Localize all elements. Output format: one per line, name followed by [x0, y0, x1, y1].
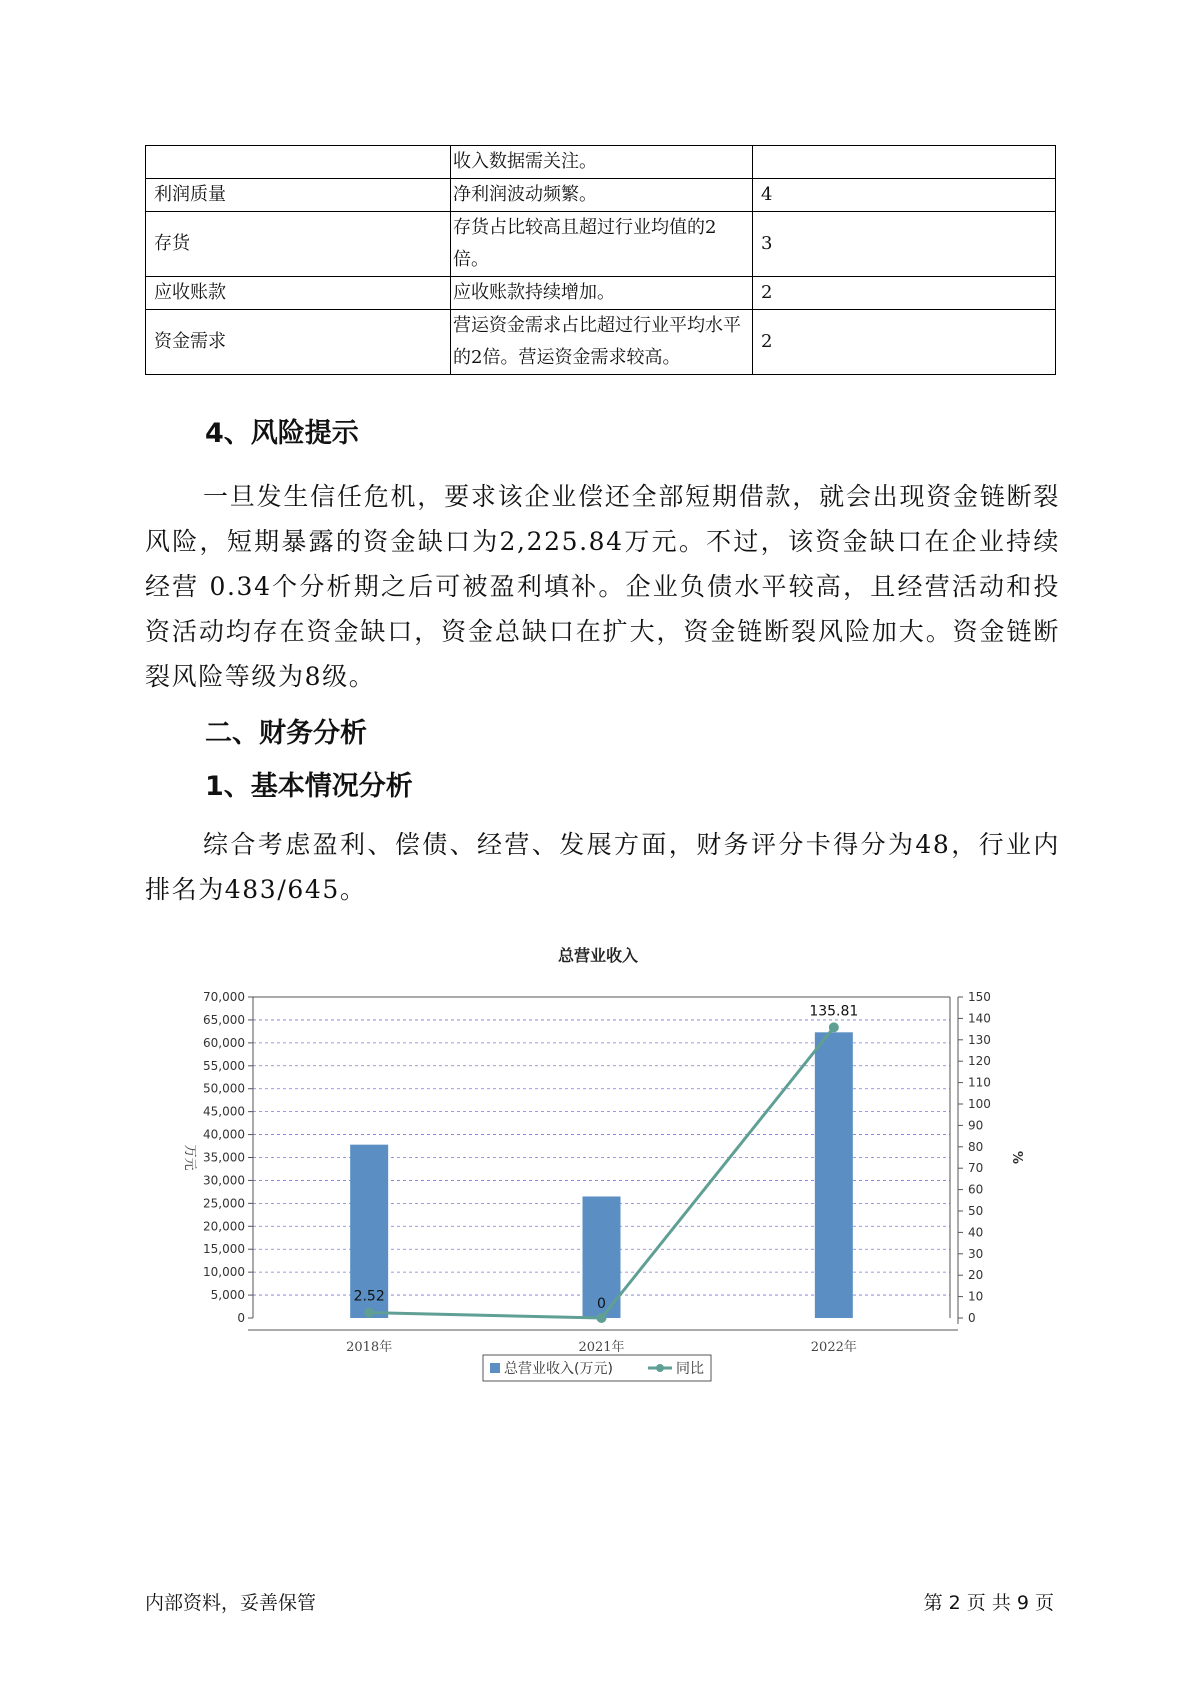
y-tick-label: 10,000 [203, 1265, 245, 1280]
table-cell-item: 应收账款 [146, 277, 451, 310]
table-row [146, 310, 1056, 375]
y-tick-label: 70,000 [203, 990, 245, 1004]
revenue-chart [170, 935, 1050, 1400]
table-cell-level [753, 146, 1056, 179]
y-tick-label: 50,000 [203, 1081, 245, 1096]
legend-bar-label: 总营业收入(万元) [504, 1361, 613, 1377]
table-cell-desc: 应收账款持续增加。 [451, 277, 753, 310]
table-cell-level: 2 [753, 310, 1056, 375]
table-row [146, 146, 1056, 179]
risk-paragraph: 一旦发生信任危机，要求该企业偿还全部短期借款，就会出现资金链断裂风险，短期暴露的资金缺口为2,225.84万元。不过，该资金缺口在企业持续经营 0.34个分析期之后可被盈利填补。企业负债水平较高，且经营活动和投资活动均存在资金缺口，资金总缺口在扩大，资金链断裂风险加大。资金链断裂风险等级为8级。 [145, 482, 1060, 691]
table-cell-desc: 净利润波动频繁。 [451, 179, 753, 212]
line-point [597, 1313, 607, 1323]
table-cell-item [146, 146, 451, 179]
y-right-tick-label: 60 [968, 1182, 984, 1197]
table-cell-desc: 存货占比较高且超过行业均值的2倍。 [451, 212, 753, 277]
table-cell-level: 3 [753, 212, 1056, 277]
y-tick-label: 45,000 [203, 1104, 245, 1119]
y-tick-label: 0 [237, 1311, 245, 1325]
y-axis-label: 万元 [182, 1144, 197, 1171]
chart-title: 总营业收入 [557, 946, 639, 965]
y-tick-label: 5,000 [210, 1288, 245, 1303]
bar [815, 1032, 853, 1318]
section-heading-finance: 二、财务分析 [205, 718, 367, 749]
y-right-tick-label: 110 [968, 1075, 991, 1090]
y-tick-label: 30,000 [203, 1173, 245, 1188]
y-right-tick-label: 0 [968, 1311, 976, 1325]
y-right-tick-label: 90 [968, 1118, 984, 1133]
y-right-tick-label: 30 [968, 1246, 984, 1261]
x-tick-label: 2021年 [578, 1340, 625, 1355]
basic-paragraph: 综合考虑盈利、偿债、经营、发展方面，财务评分卡得分为48，行业内排名为483/645。 [145, 830, 1060, 904]
table-cell-item: 资金需求 [146, 310, 451, 375]
y-right-tick-label: 130 [968, 1032, 991, 1047]
y-right-tick-label: 40 [968, 1225, 984, 1240]
line-point [829, 1022, 839, 1032]
y-right-tick-label: 70 [968, 1161, 984, 1176]
table-cell-desc: 营运资金需求占比超过行业平均水平的2倍。营运资金需求较高。 [451, 310, 753, 375]
y-right-tick-label: 100 [968, 1097, 991, 1111]
x-tick-label: 2018年 [346, 1340, 393, 1355]
section-heading-basic: 1、基本情况分析 [205, 771, 413, 802]
table-cell-desc: 收入数据需关注。 [451, 146, 753, 179]
y-tick-label: 25,000 [203, 1196, 245, 1211]
legend-bar-swatch [490, 1363, 500, 1373]
footer-confidential: 内部资料，妥善保管 [145, 1592, 317, 1614]
y-tick-label: 60,000 [203, 1035, 245, 1050]
data-label: 0 [597, 1296, 606, 1312]
data-label: 135.81 [809, 1003, 859, 1020]
y-tick-label: 35,000 [203, 1150, 245, 1165]
legend-line-marker [656, 1364, 664, 1372]
y-right-tick-label: 80 [968, 1139, 984, 1154]
y-right-tick-label: 120 [968, 1054, 991, 1069]
table-row [146, 277, 1056, 310]
y-right-tick-label: 10 [968, 1289, 984, 1304]
y-tick-label: 15,000 [203, 1242, 245, 1257]
y-tick-label: 40,000 [203, 1127, 245, 1142]
table-row [146, 212, 1056, 277]
y-right-tick-label: 20 [968, 1268, 984, 1283]
table-cell-level: 2 [753, 277, 1056, 310]
y-right-axis-label: % [1009, 1150, 1024, 1165]
table-cell-level: 4 [753, 179, 1056, 212]
line-point [364, 1308, 374, 1318]
risk-table [145, 145, 1056, 375]
data-label: 2.52 [353, 1288, 385, 1305]
page-number: 第 2 页 共 9 页 [923, 1592, 1054, 1614]
y-right-tick-label: 150 [968, 990, 991, 1004]
table-row [146, 179, 1056, 212]
table-cell-item: 存货 [146, 212, 451, 277]
y-tick-label: 20,000 [203, 1219, 245, 1234]
y-right-tick-label: 140 [968, 1011, 991, 1026]
table-cell-item: 利润质量 [146, 179, 451, 212]
y-right-tick-label: 50 [968, 1204, 984, 1218]
y-tick-label: 65,000 [203, 1012, 245, 1027]
section-heading-risk: 4、风险提示 [205, 418, 359, 449]
y-tick-label: 55,000 [203, 1058, 245, 1073]
x-tick-label: 2022年 [810, 1340, 857, 1355]
legend-line-label: 同比 [676, 1361, 704, 1377]
